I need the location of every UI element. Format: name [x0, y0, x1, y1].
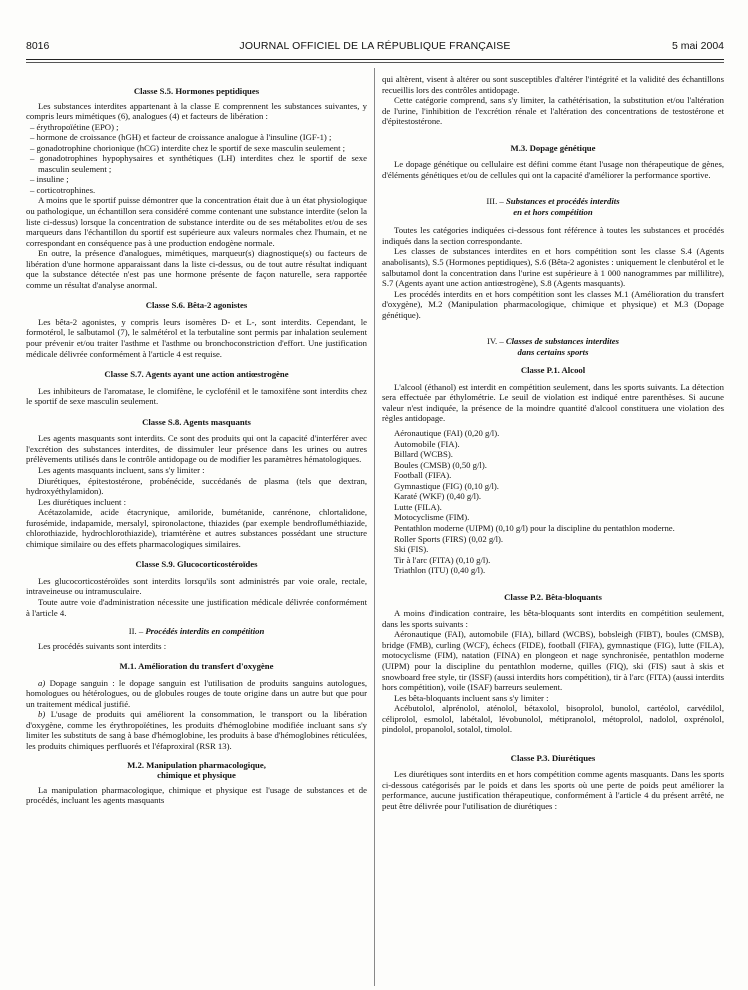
section-heading: Classe S.6. Bêta-2 agonistes: [145, 300, 248, 311]
list-item: Karaté (WKF) (0,40 g/l).: [394, 491, 482, 502]
section-heading: Classe S.9. Glucocorticostéroïdes: [135, 559, 258, 570]
paragraph: Les substances interdites appartenant à la classe E comprennent les substances suivantes, y compris leurs mimétiques (6), analogues (4) et facteurs de libération :: [26, 100, 367, 122]
list-item: Gymnastique (FIG) (0,10 g/l).: [394, 480, 499, 491]
list-item: Aéronautique (FAI) (0,20 g/l).: [394, 428, 500, 439]
left-column: [26, 74, 367, 806]
part-heading: [382, 196, 724, 217]
part-number: II. –: [128, 626, 144, 637]
item-letter: b): [38, 709, 46, 720]
list-item: Triathlon (ITU) (0,40 g/l).: [394, 565, 486, 576]
part-number: IV. –: [486, 336, 504, 347]
section-heading: Classe P.1. Alcool: [520, 365, 586, 376]
header-rule: [26, 59, 724, 60]
paragraph: Les inhibiteurs de l'aromatase, le clomifène, le cyclofénil et le tamoxifène sont interdits chez le sportif de sexe masculin seulement.: [26, 385, 367, 407]
section-heading: Classe P.2. Bêta-bloquants: [504, 591, 602, 602]
paragraph: Toute autre voie d'administration nécessite une justification médicale délivrée conformément à l'article 4.: [26, 596, 367, 618]
list-item: – hormone de croissance (hGH) et facteur de croissance analogue à l'insuline (IGF-1) ;: [30, 132, 332, 143]
section-heading: chimique et physique: [157, 770, 236, 781]
list-item: – insuline ;: [30, 174, 69, 185]
part-heading: [382, 336, 724, 357]
list-item: Boules (CMSB) (0,50 g/l).: [394, 459, 487, 470]
paragraph: Cette catégorie comprend, sans s'y limiter, la cathétérisation, la substitution et/ou l'altération de l'urine, l'inhibition de l'excrétion rénale et l'altération des concentrations de testostérone et d'épitestostérone.: [382, 95, 724, 127]
column-separator: [374, 68, 375, 986]
part-title: en et hors compétition: [513, 206, 593, 217]
list-item: Lutte (FILA).: [394, 501, 442, 512]
list-item: Motocyclisme (FIM).: [394, 512, 470, 523]
paragraph: A moins que le sportif puisse démontrer que la concentration était due à un état physiologique ou pathologique, un échantillon sera considéré comme contenant une substance interdite (selon la liste ci-dessus) lorsque la concentration de substance interdite ou de ses métabolites et/ou de ses marqueurs dans l'échantillon du sportif est supérieure aux valeurs normales chez l'humain, et ne correspondant en conséquence pas à une production endogène normale.: [26, 195, 367, 248]
section-heading: M.2. Manipulation pharmacologique,: [127, 759, 266, 770]
paragraph: La manipulation pharmacologique, chimique et physique est l'usage de substances et de procédés, incluant les agents masquants: [26, 784, 367, 806]
list-item: Pentathlon moderne (UIPM) (0,10 g/l) pour la discipline du pentathlon moderne.: [394, 522, 675, 533]
journal-title: JOURNAL OFFICIEL DE LA RÉPUBLIQUE FRANÇAISE: [239, 40, 511, 52]
paragraph: Les bêta-bloquants incluent sans s'y limiter :: [394, 692, 549, 703]
paragraph-text: Dopage sanguin : le dopage sanguin est l'utilisation de produits sanguins autologues, homologues ou hétérologues, ou de globules rouges de toute origine dans un autre but que pour un traitement médical justifié.: [26, 677, 367, 709]
header-rule-thin: [26, 62, 724, 63]
right-column: [382, 74, 724, 812]
paragraph: qui altèrent, visent à altérer ou sont susceptibles d'altérer l'intégrité et la validité des échantillons recueillis lors des contrôles antidopage.: [382, 74, 724, 95]
paragraph: Le dopage génétique ou cellulaire est défini comme étant l'usage non thérapeutique de gènes, d'éléments génétiques et/ou de cellules qui ont la capacité d'améliorer la performance sportive.: [382, 159, 724, 180]
section-heading: Classe S.8. Agents masquants: [142, 416, 251, 427]
publication-date: 5 mai 2004: [672, 40, 724, 52]
list-item: Ski (FIS).: [394, 544, 429, 555]
paragraph: Les agents masquants incluent, sans s'y limiter :: [38, 464, 205, 475]
part-title: Classes de substances interdites: [505, 336, 620, 347]
paragraph: L'alcool (éthanol) est interdit en compétition seulement, dans les sports suivants. La détection sera effectuée par éthylométrie. Le seuil de violation est indiqué entre parenthèses. Si aucune valeur n'est indiquée, la présence de la moindre quantité d'alcool constituera une violation des règles antidopage.: [382, 381, 724, 424]
list-item: Tir à l'arc (FITA) (0,10 g/l).: [394, 554, 491, 565]
paragraph: Diurétiques, épitestostérone, probénécide, succédanés de plasma (tels que dextran, hydroxyéthylamidon).: [26, 475, 367, 497]
list-item: Automobile (FIA).: [394, 438, 460, 449]
paragraph: Les agents masquants sont interdits. Ce sont des produits qui ont la capacité d'interférer avec l'excrétion des substances interdites, de dissimuler leur présence dans les urines ou autres prélèvements utilisés dans le contrôle antidopage ou de modifier les paramètres hématologiques.: [26, 433, 367, 465]
paragraph-text: L'usage de produits qui améliorent la consommation, le transport ou la libération d'oxygène, comme les érythropoïétines, les produits d'hémoglobine modifiée incluant sans s'y limiter les substituts de sang à base d'hémoglobine, les produits à base d'hémoglobines réticulées, les produits chimiques perfluorés et l'éfaproxiral (RSR 13).: [26, 709, 367, 751]
paragraph: [26, 678, 367, 710]
item-letter: a): [38, 677, 46, 688]
paragraph: Les classes de substances interdites en et hors compétition sont les classe S.4 (Agents anabolisants), S.5 (Hormones peptidiques), S.6 (Bêta-2 agonistes : uniquement le clenbutérol et le salbutamol dont la concentration dans l'urine est supérieure à 1 000 nanogrammes par millilitre), S.7 (Agents ayant une action antiœstrogène), S.8 (Agents masquants).: [382, 246, 724, 289]
list-item: Roller Sports (FIRS) (0,02 g/l).: [394, 533, 504, 544]
part-title: Procédés interdits en compétition: [145, 626, 265, 637]
page-header: [26, 40, 724, 56]
paragraph: Les diurétiques sont interdits en et hors compétition comme agents masquants. Dans les sports ci-dessous catégorisés par le poids et dans les sports où une perte de poids peut améliorer la performance, aucune justification thérapeutique, conformément à l'article 4 du présent arrêté, ne peut être délivrée pour l'utilisation de diurétiques :: [382, 769, 724, 811]
paragraph: Les diurétiques incluent :: [38, 496, 127, 507]
section-heading: M.1. Amélioration du transfert d'oxygène: [119, 661, 274, 672]
paragraph: Les glucocorticostéroïdes sont interdits lorsqu'ils sont administrés par voie orale, rectale, intraveineuse ou intramusculaire.: [26, 575, 367, 597]
part-heading: [26, 626, 367, 637]
paragraph: Les bêta-2 agonistes, y compris leurs isomères D- et L-, sont interdits. Cependant, le formotérol, le salbutamol (7), le salmétérol et la terbutaline sont permis par inhalation seulement pour prévenir et/ou traiter l'asthme et l'asthme ou bronchoconstriction d'effort. Une justification médicale délivrée conformément à l'article 4 est requise.: [26, 316, 367, 359]
list-item: Billard (WCBS).: [394, 449, 453, 460]
part-title: Substances et procédés interdits: [505, 196, 620, 207]
list-item: – gonadotrophine chorionique (hCG) interdite chez le sportif de sexe masculin seulement ;: [30, 142, 346, 153]
part-title: dans certains sports: [517, 346, 589, 357]
list-item: – gonadotrophines hypophysaires et synthétiques (LH) interdites chez le sportif de sexe masculin seulement ;: [30, 153, 367, 174]
paragraph: Acétazolamide, acide étacrynique, amiloride, bumétanide, canrénone, chlortalidone, furosémide, indapamide, mersalyl, spironolactone, thiazides (par exemple bendrofluméthiazide, chlorothiazide, hydrochlorothiazide), triamtérène et autres substances possédant une structure chimique similaire ou des effets pharmacologiques similaires.: [26, 507, 367, 549]
paragraph: Les procédés suivants sont interdits :: [38, 640, 167, 651]
page-number: 8016: [26, 40, 50, 52]
section-heading: Classe S.5. Hormones peptidiques: [133, 86, 260, 96]
part-number: III. –: [486, 196, 504, 207]
paragraph: Les procédés interdits en et hors compétition sont les classes M.1 (Amélioration du transfert d'oxygène), M.2 (Manipulation pharmacologique, chimique et physique) et M.3 (Dopage génétique).: [382, 288, 724, 320]
paragraph: En outre, la présence d'analogues, mimétiques, marqueur(s) diagnostique(s) ou facteurs de libération d'une hormone apparaissant dans la liste ci-dessus, ou de tout autre résultat indiquant que la substance détectée n'est pas une hormone présente de façon naturelle, sera rapportée comme un résultat d'analyse anormal.: [26, 248, 367, 290]
section-heading: Classe P.3. Diurétiques: [510, 752, 596, 763]
paragraph: Aéronautique (FAI), automobile (FIA), billard (WCBS), bobsleigh (FIBT), boules (CMSB), bridge (FMB), curling (WCF), échecs (FIDE), football (FIFA), gymnastique (FIG), lutte (FILA), motocyclisme (FIM), natation (FINA) en plongeon et nage synchronisée, pentathlon moderne (UIPM) pour la discipline du pentathlon moderne, quilles (FIQ), ski (FIS) saut à skis et snowboard free style, tir (ISSF) (aussi interdits hors compétition), tir à l'arc (FITA) (aussi interdits hors compétition), voile (ISAF) barreurs seulement.: [382, 629, 724, 693]
paragraph: A moins d'indication contraire, les bêta-bloquants sont interdits en compétition seulement, dans les sports suivants :: [382, 608, 724, 629]
list-item: – érythropoïétine (EPO) ;: [30, 121, 119, 132]
paragraph: [26, 709, 367, 751]
list-item: – corticotrophines.: [30, 184, 96, 195]
alcohol-sport-list: [382, 428, 724, 576]
section-heading: Classe S.7. Agents ayant une action antiœstrogène: [104, 369, 289, 380]
paragraph: Acébutolol, alprénolol, aténolol, bétaxolol, bisoprolol, bunolol, cartéolol, carvédilol, céliprolol, esmolol, labétalol, lévobunolol, métipranolol, métoprolol, nadolol, oxprénolol, pindolol, propanolol, sotalol, timolol.: [382, 703, 724, 735]
section-heading: M.3. Dopage génétique: [510, 142, 596, 153]
hormone-list: [26, 122, 367, 196]
paragraph: Toutes les catégories indiquées ci-dessous font référence à toutes les substances et procédés indiqués dans la section correspondante.: [382, 225, 724, 246]
list-item: Football (FIFA).: [394, 470, 452, 481]
